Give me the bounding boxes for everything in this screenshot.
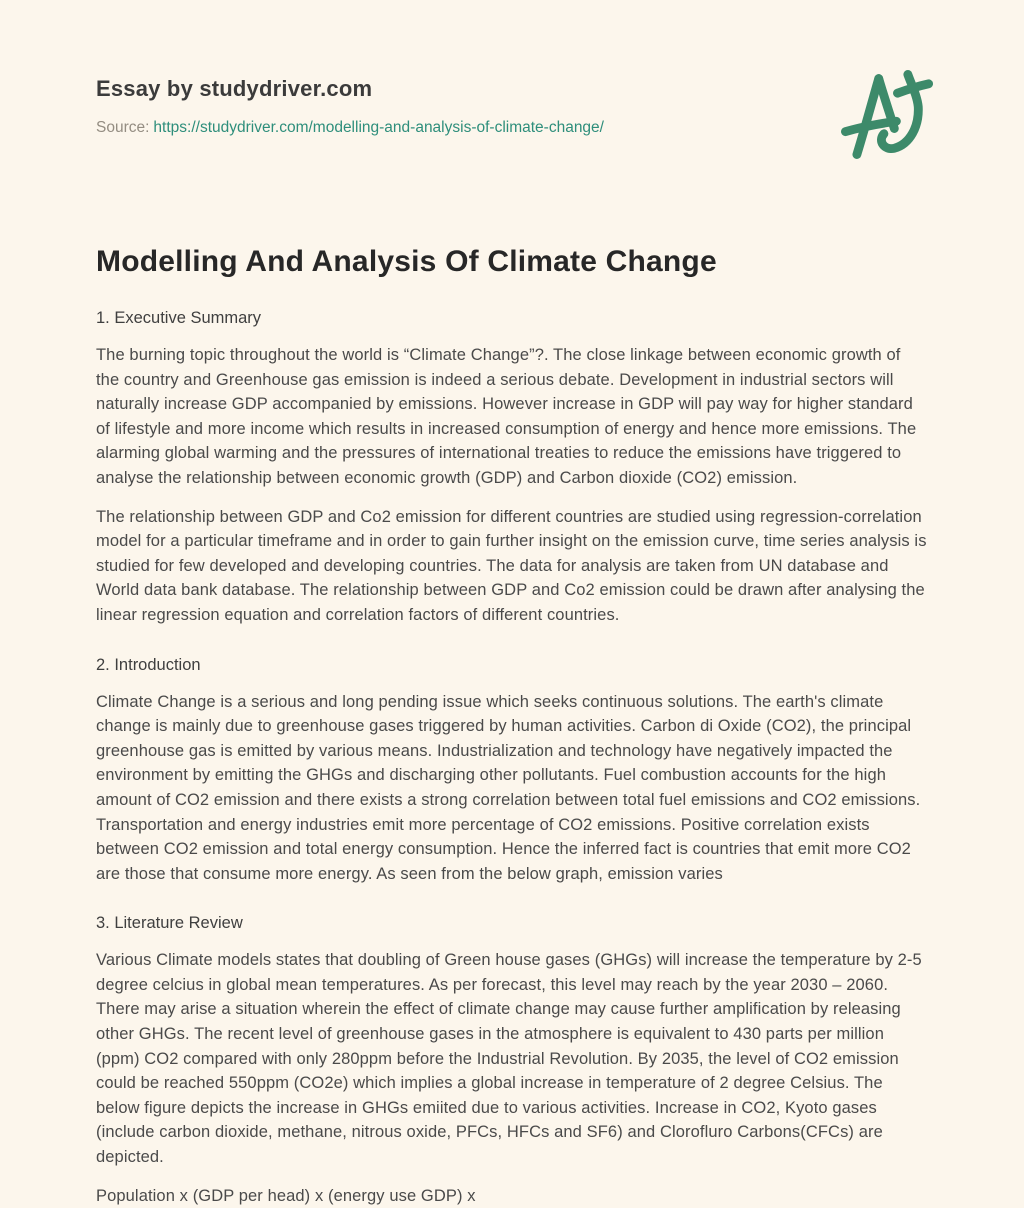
paragraph-introduction-1: Climate Change is a serious and long pending issue which seeks continuous solutions. The earth's climate change is mainly due to greenhouse gases triggered by human activities. Carbon di Oxide (CO2), the principal greenhouse gas is emitted by various means. Industrialization and technology have negatively impacted the environment by emitting the GHGs and discharging other pollutants. Fuel combustion accounts for the high amount of CO2 emission and there exists a strong correlation between total fuel emissions and CO2 emissions. Transportation and energy industries emit more percentage of CO2 emissions. Positive correlation exists between CO2 emission and total energy consumption. Hence the inferred fact is countries that emit more CO2 are those that consume more energy. As seen from the below graph, emission varies — [96, 692, 921, 883]
paragraph-literature-review-1: Various Climate models states that doubling of Green house gases (GHGs) will increase the temperature by 2-5 degree celcius in global mean temperatures. As per forecast, this level may reach by the year 2030 – 2060. There may arise a situation wherein the effect of climate change may cause further amplification by releasing other GHGs. The recent level of greenhouse gases in the atmosphere is equivalent to 430 parts per million (ppm) CO2 compared with only 280ppm before the Industrial Revolution. By 2035, the level of CO2 emission could be reached 550ppm (CO2e) which implies a global increase in temperature of 2 degree Celsius. The below figure depicts the increase in GHGs emiited due to various activities. Increase in CO2, Kyoto gases (include carbon dioxide, methane, nitrous oxide, PFCs, HFCs and SF6) and Clorofluro Carbons(CFCs) are depicted. — [96, 951, 922, 1167]
a-plus-logo-icon — [834, 60, 938, 170]
document-title: Modelling And Analysis Of Climate Change — [96, 245, 717, 278]
formula-line: Population x (GDP per head) x (energy use GDP) x — [96, 1186, 476, 1205]
section-heading-literature-review: 3. Literature Review — [96, 914, 243, 933]
section-heading-executive-summary: 1. Executive Summary — [96, 309, 262, 327]
source-link[interactable]: https://studydriver.com/modelling-and-analysis-of-climate-change/ — [153, 119, 604, 136]
paragraph-executive-summary-2: The relationship between GDP and Co2 emission for different countries are studied using regression-correlation model for a particular timeframe and in order to gain further insight on the emission curve, time series analysis is studied for few developed and developing countries. The data for analysis are taken from UN database and World data bank database. The relationship between GDP and Co2 emission could be drawn after analysing the linear regression equation and correlation factors of different countries. — [96, 507, 927, 624]
section-heading-introduction: 2. Introduction — [96, 655, 201, 674]
source-label: Source: — [96, 119, 150, 136]
source-line — [96, 119, 928, 137]
paragraph-executive-summary-1: The burning topic throughout the world is “Climate Change”?. The close linkage between economic growth of the country and Greenhouse gas emission is indeed a serious debate. Development in industrial sectors will naturally increase GDP accompanied by emissions. However increase in GDP will pay way for higher standard of lifestyle and more income which results in increased consumption of energy and hence more emissions. The alarming global warming and the pressures of international treaties to reduce the emissions have triggered to analyse the relationship between economic growth (GDP) and Carbon dioxide (CO2) emission. — [96, 346, 917, 487]
page-header-title: Essay by studydriver.com — [96, 76, 373, 101]
